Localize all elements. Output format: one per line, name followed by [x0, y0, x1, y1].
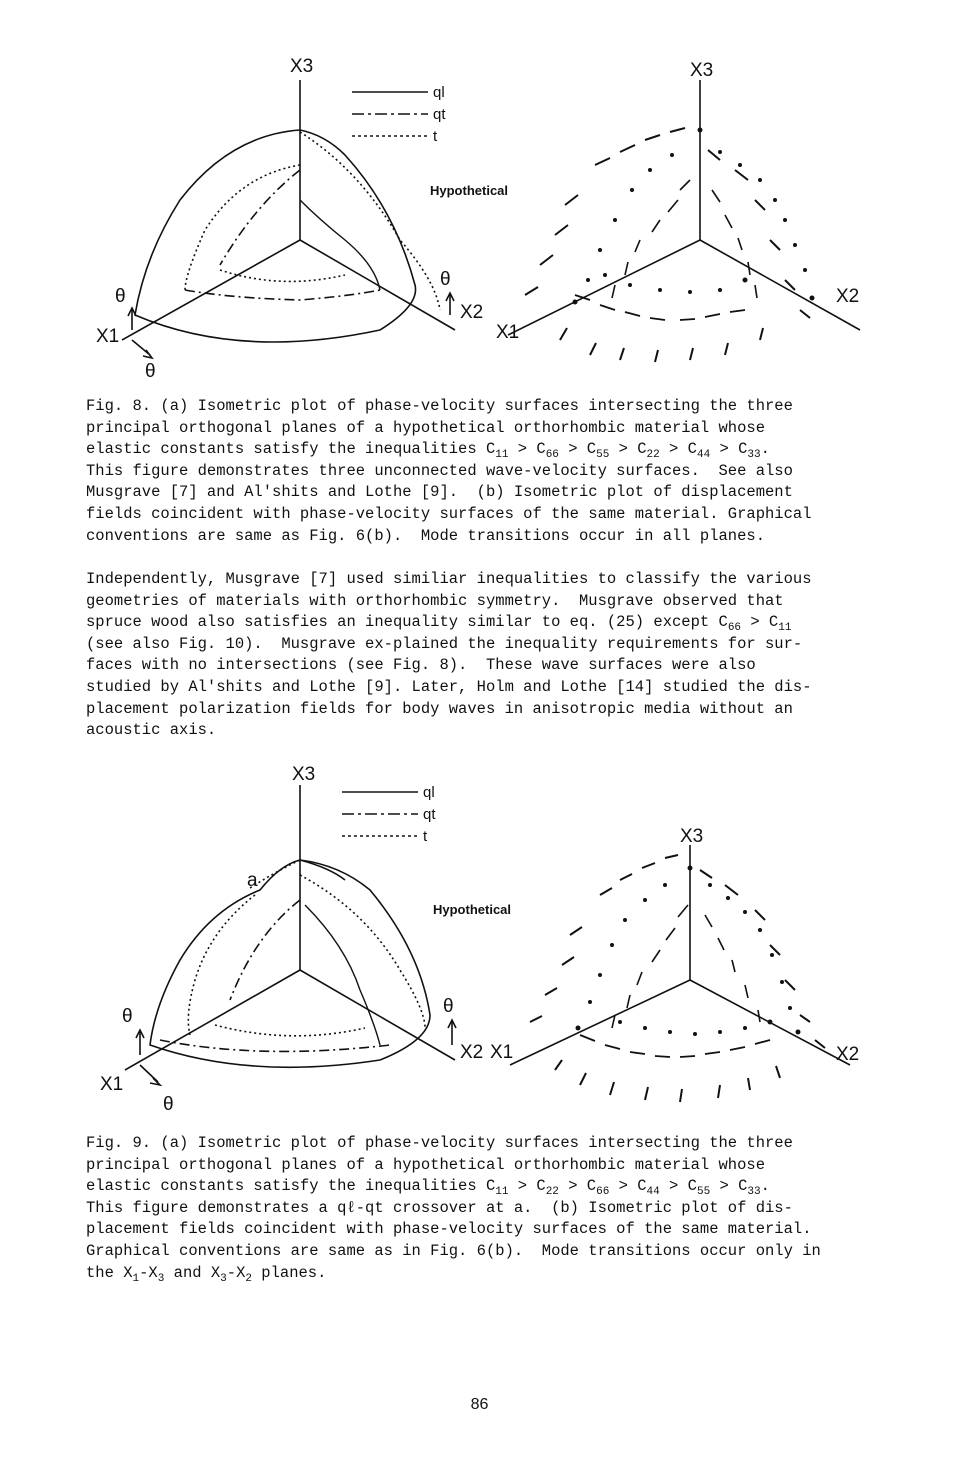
- fig9b-x3-label: X3: [680, 826, 704, 847]
- fig8a-axis-x2: [300, 240, 455, 330]
- paragraph-line-2: geometries of materials with orthorhombic symmetry. Musgrave observed that: [86, 591, 784, 610]
- legend-qt-label: qt: [433, 106, 446, 123]
- fig9a-x3-label: X3: [292, 764, 316, 785]
- fig8-hypothetical-label: Hypothetical: [430, 183, 509, 198]
- fig9b-plot: [510, 845, 850, 1102]
- fig9-legend-ql-label: ql: [423, 784, 435, 801]
- body-paragraph: [86, 569, 936, 742]
- fig8b-x3-label: X3: [690, 60, 714, 81]
- fig9b-axis-x1: [510, 980, 690, 1065]
- fig8-caption-line-1: Fig. 8. (a) Isometric plot of phase-velocity surfaces intersecting the three: [86, 397, 793, 415]
- fig9-legend-qt-label: qt: [423, 806, 436, 823]
- fig8-caption-line-2: principal orthogonal planes of a hypothetical orthorhombic material whose: [86, 418, 766, 437]
- paragraph-line-7: placement polarization fields for body waves in anisotropic media without an: [86, 699, 793, 718]
- fig8-caption-line-7: conventions are same as Fig. 6(b). Mode transitions occur in all planes.: [86, 526, 766, 545]
- fig9a-t-curve-3: [215, 1025, 365, 1036]
- fig8a-qt-curve: [185, 290, 380, 300]
- fig9b-dots: [576, 866, 801, 1037]
- fig9a-qt-curve-3: [305, 905, 380, 1045]
- paragraph-line-8: acoustic axis.: [86, 721, 217, 740]
- fig8a-t-curve-3: [220, 270, 345, 281]
- paragraph-line-3: spruce wood also satisfies an inequality similar to eq. (25) except $C_{66} > C_{11}$: [86, 613, 792, 635]
- fig9a-x2-label: X2: [460, 1042, 484, 1063]
- page-number: 86: [470, 1396, 489, 1413]
- fig9-caption-line-4: This figure demonstrates a qℓ-qt crossover at a. (b) Isometric plot of dis-: [86, 1198, 793, 1217]
- fig9b-x2-label: X2: [836, 1044, 860, 1065]
- fig8a-x2-label: X2: [460, 302, 484, 323]
- fig8-legend: [352, 92, 428, 136]
- paragraph-line-1: Independently, Musgrave [7] used similiar inequalities to classify the various: [86, 570, 812, 588]
- fig9a-t-curve: [300, 875, 425, 1028]
- paragraph-line-4: (see also Fig. 10). Musgrave ex-plained the inequality requirements for sur-: [86, 634, 803, 653]
- figure-8: [0, 40, 959, 380]
- fig8-caption-line-4: This figure demonstrates three unconnected wave-velocity surfaces. See also: [86, 461, 793, 480]
- fig8a-theta-right: θ: [440, 269, 451, 290]
- fig8-caption-line-6: fields coincident with phase-velocity surfaces of the same material. Graphical: [86, 504, 812, 523]
- fig8a-x1-label: X1: [96, 326, 120, 347]
- fig8-caption-line-5: Musgrave [7] and Al'shits and Lothe [9]. (b) Isometric plot of displacement: [86, 483, 793, 502]
- legend-ql-label: ql: [433, 84, 445, 101]
- paragraph-line-6: studied by Al'shits and Lothe [9]. Later, Holm and Lothe [14] studied the dis-: [86, 677, 812, 696]
- fig8b-x1-label: X1: [496, 322, 520, 343]
- fig8b-x2-label: X2: [836, 286, 860, 307]
- fig8a-t-curve: [300, 132, 440, 310]
- fig8a-qt-curve-2: [220, 170, 300, 265]
- fig9a-crossover-a-label: a: [247, 870, 258, 891]
- fig9a-theta-left: θ: [122, 1006, 133, 1027]
- fig9b-x1-label: X1: [490, 1042, 514, 1063]
- fig9-legend-t-label: t: [423, 828, 428, 845]
- fig9-caption-line-1: Fig. 9. (a) Isometric plot of phase-velocity surfaces intersecting the three: [86, 1134, 793, 1152]
- fig9-hypothetical-label: Hypothetical: [433, 902, 512, 917]
- legend-t-label: t: [433, 128, 438, 145]
- fig8a-ql-surface: [135, 130, 416, 342]
- fig8a-theta-bottom: θ: [145, 361, 156, 380]
- fig9-caption-line-3: elastic constants satisfy the inequalities $C_{11} > C_{22} > C_{66} > C_{44} > C_{55} > C_{33}$.: [86, 1177, 770, 1199]
- fig9-caption-line-7: the $X_1-X_3$ and $X_3-X_2$ planes.: [86, 1263, 327, 1285]
- figure-9-svg: [0, 760, 959, 1120]
- fig8-caption-line-3: elastic constants satisfy the inequalities $C_{11} > C_{66} > C_{55} > C_{22} > C_{44} > C_{33}$.: [86, 440, 770, 462]
- fig9a-axis-x1: [125, 970, 300, 1070]
- fig8a-theta-left: θ: [115, 286, 126, 307]
- fig8b-axis-x2: [700, 240, 860, 330]
- fig9a-qt-curve-2: [230, 900, 300, 1000]
- fig9a-qt-curve: [160, 1040, 390, 1051]
- fig9a-theta-right: θ: [443, 996, 454, 1017]
- figure-8-svg: [0, 40, 959, 380]
- fig9a-axis-x2: [300, 970, 455, 1060]
- fig8a-x3-label: X3: [290, 56, 314, 77]
- fig8a-plot: [122, 80, 455, 358]
- fig9-caption-line-5: placement fields coincident with phase-velocity surfaces of the same material.: [86, 1220, 812, 1239]
- fig8b-dots: [573, 128, 815, 305]
- fig9-legend: [342, 792, 418, 836]
- figure-9: [0, 760, 959, 1120]
- figure-8-caption: [86, 396, 936, 547]
- fig9-caption-line-6: Graphical conventions are same as in Fig. 6(b). Mode transitions occur only in: [86, 1241, 821, 1260]
- fig9a-plot: [125, 785, 456, 1085]
- figure-9-caption: [86, 1133, 936, 1284]
- fig9a-theta-bottom: θ: [163, 1094, 174, 1115]
- fig8b-plot: [508, 80, 860, 362]
- paragraph-line-5: faces with no intersections (see Fig. 8). These wave surfaces were also: [86, 656, 756, 675]
- fig9a-x1-label: X1: [100, 1074, 124, 1095]
- fig9-caption-line-2: principal orthogonal planes of a hypothetical orthorhombic material whose: [86, 1155, 766, 1174]
- fig8a-axis-x1: [122, 240, 300, 340]
